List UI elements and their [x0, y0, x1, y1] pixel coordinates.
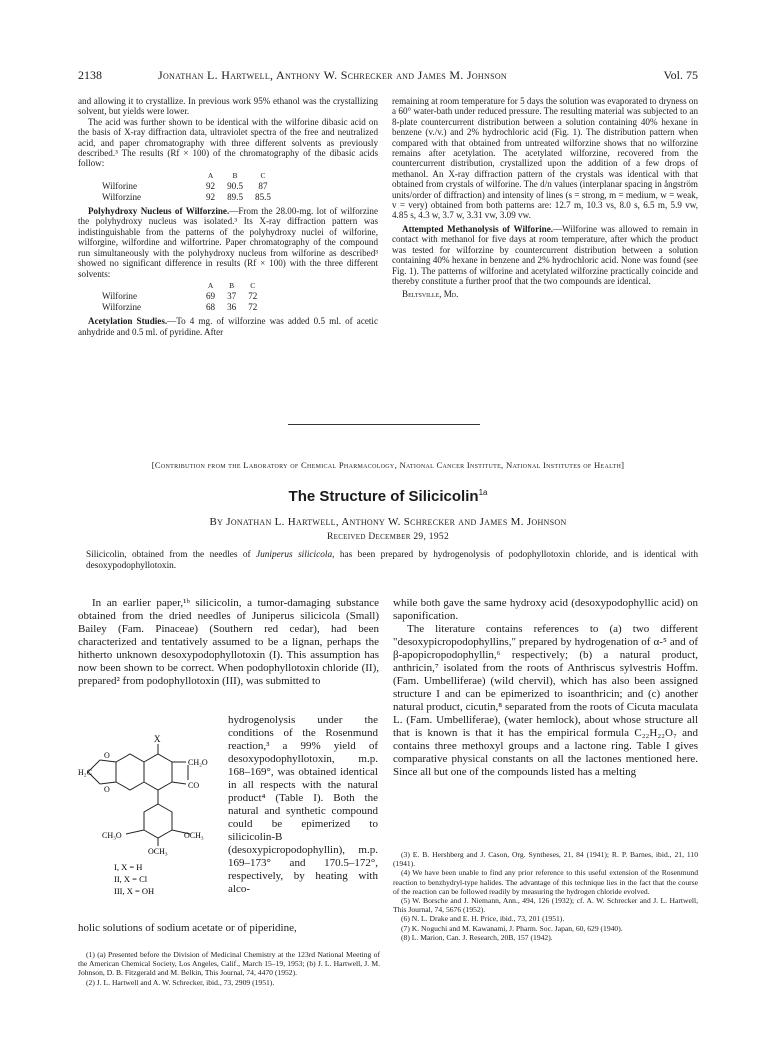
article-separator: [288, 424, 480, 425]
title-text: The Structure of Silicicolin: [288, 488, 479, 505]
compound-legend: III, X = OH: [114, 886, 155, 896]
table-header-cell: C: [250, 280, 256, 290]
paragraph: while both gave the same hydroxy acid (desoxypodophyllic acid) on saponification.: [393, 597, 698, 622]
table-cell: 87: [258, 181, 268, 192]
title-footnote-mark: 1a: [478, 488, 488, 497]
paragraph: In an earlier paper,¹ᵇ silicicolin, a tumor-damaging substance obtained from the dried needles of Juniperus silicicola (Small) Bailey (Fam. Pinaceae) (Southern red cedar), had been characterized and tentatively assumed to be a lignan, perhaps the hitherto unknown desoxypodophyllotoxin (I). This assumption has now been shown to be correct. When podophyllotoxin chloride (II), prepared² from podophyllotoxin (III), was submitted to: [78, 597, 379, 687]
body-left-column: [78, 597, 379, 688]
species-name: Juniperus silicicola: [256, 550, 333, 560]
paragraph: [78, 206, 378, 279]
table-cell: 89.5: [227, 191, 244, 202]
table-header-cell: B: [229, 280, 235, 290]
table-header-cell: A: [207, 280, 214, 290]
section-heading: Acetylation Studies.: [88, 316, 168, 327]
footnote: (3) E. B. Hershberg and J. Cason, Org. Syntheses, 21, 84 (1941); R. P. Barnes, ibid., 21, 110 (1941).: [393, 850, 698, 869]
received-date: Received December 29, 1952: [327, 532, 449, 542]
oxygen-label: O: [104, 785, 110, 794]
table-cell: 92: [206, 181, 216, 192]
table-header-cell: C: [260, 170, 266, 180]
methoxy-bottom-label: OCH₃: [148, 847, 168, 856]
page-number: 2138: [78, 68, 102, 82]
footnote: (7) K. Noguchi and M. Kawanami, J. Pharm. Soc. Japan, 60, 629 (1940).: [401, 923, 623, 933]
abstract-text: , has been prepared by hydrogenolysis of podophyllotoxin chloride, and is identical with desoxypodophyllotoxin.: [86, 550, 698, 571]
paragraph-text: —From the 28.00-mg. lot of wilforzine the polyhydroxy nucleus was isolated.³ Its X-ray diffraction pattern was indistinguishable from the patterns of the polyhydroxy nuclei of wilforine, wilforgine, wilfordine and wilfortrine. Paper chromatography of the compound run simultaneously with the polyhydroxy nucleus from wilforine as described³ showed no significant difference in results (Rf × 100) with the three different solvents:: [78, 206, 378, 279]
table-cell: Wilforine: [102, 291, 137, 302]
abstract: [86, 550, 698, 572]
volume-label: Vol. 75: [663, 68, 698, 82]
compound-legend: I, X = H: [114, 862, 143, 872]
paragraph-text: —Wilforine was allowed to remain in contact with methanol for five days at room temperature, after which the product was tested for wilforzine by countercurrent distribution between a solution containing 40% hexane in benzene and 2% hydrochloric acid. None was found (see Fig. 1). The patterns of wilforine and acetylated wilforzine practically coincide and thereby constitute a further proof that the two compounds are identical.: [392, 223, 698, 286]
x-substituent-label: X: [154, 734, 161, 744]
footnote: (1) (a) Presented before the Division of Medicinal Chemistry at the 123rd National Meeting of the American Chemical Society, Los Angeles, Calif., March 15–19, 1953; (b) J. L. Hartwell, J. M. Johnson, D. B. Fitzgerald and M. Belkin, This Journal, 74, 4470 (1952).: [78, 950, 380, 978]
oxygen-label: O: [104, 751, 110, 760]
table-cell: 92: [206, 191, 216, 202]
footnotes-right: [393, 850, 698, 942]
article-title: [78, 488, 698, 505]
footnote: (4) We have been unable to find any prior reference to this useful extension of the Rosenmund reaction to benzhydryl-type halides. The advantage of this technique lies in the fact that the course of the reaction can be followed readily by measuring the hydrogen chloride evolved.: [393, 868, 698, 896]
chemical-structure: [78, 734, 228, 922]
section-heading: Polyhydroxy Nucleus of Wilforzine.: [88, 206, 230, 217]
table-cell: 90.5: [227, 181, 244, 192]
footnote: (6) N. L. Drake and E. H. Price, ibid., 73, 201 (1951).: [401, 914, 565, 924]
table-cell: 68: [206, 301, 216, 312]
header-authors: Jonathan L. Hartwell, Anthony W. Schrecker and James M. Johnson: [158, 68, 507, 82]
table-cell: 69: [206, 291, 216, 302]
methoxy-right-label: OCH₃: [184, 831, 204, 840]
table-row: [102, 181, 283, 191]
footnote: (2) J. L. Hartwell and A. W. Schrecker, ibid., 73, 2909 (1951).: [86, 977, 275, 987]
table-cell: 37: [227, 291, 237, 302]
body-left-wrapped-text: hydrogenolysis under the conditions of the Rosenmund reaction,³ a 99% yield of desoxypodophyllotoxin, m.p. 168–169°, was obtained identical in all respects with the natural product⁴ (Table I). Both the natural and synthetic compound could be epimerized to silicicolin-B (desoxypicropodophyllin), m.p. 169–173° and 170.5–172°, respectively, by heating with alco-: [228, 714, 378, 895]
footnote: (5) W. Borsche and J. Niemann, Ann., 494, 126 (1932); cf. A. W. Schrecker and J. L. Hartwell, This Journal, 74, 5676 (1952).: [393, 896, 698, 915]
body-right-column: [393, 597, 698, 779]
footnotes-left: [78, 950, 380, 987]
ch2o-label: CH₂O: [188, 758, 208, 767]
abstract-text: Silicicolin, obtained from the needles of: [86, 550, 256, 560]
paragraph: The acid was further shown to be identical with the wilforine dibasic acid on the basis of X-ray diffraction data, ultraviolet spectra of the free and neutralized acid, and paper chromatography with three different solvents as previously described.³ The results (Rf × 100) of the chromatography of the dibasic acids follow:: [78, 116, 378, 169]
methoxy-left-label: CH₃O: [102, 831, 122, 840]
paragraph: and allowing it to crystallize. In previous work 95% ethanol was the crystallizing solvent, but yields were lower.: [78, 96, 378, 117]
paragraph: [78, 316, 378, 337]
table-header-cell: [102, 281, 206, 291]
rf-table-polyhydroxy-nuclei: [102, 281, 269, 312]
table-cell: 36: [227, 301, 237, 312]
table-cell: Wilforzine: [102, 191, 142, 202]
table-row: [102, 291, 269, 301]
contribution-line: [Contribution from the Laboratory of Chemical Pharmacology, National Cancer Institute, National Institutes of Health]: [151, 460, 625, 470]
table-cell: 72: [248, 291, 258, 302]
byline: By Jonathan L. Hartwell, Anthony W. Schrecker and James M. Johnson: [209, 516, 567, 528]
body-left-bottom-line: holic solutions of sodium acetate or of piperidine,: [78, 922, 297, 934]
carbonyl-label: CO: [188, 781, 200, 790]
section-heading: Attempted Methanolysis of Wilforine.: [402, 223, 553, 234]
rf-table-dibasic-acids: [102, 171, 283, 202]
compound-legend: II, X = Cl: [114, 874, 148, 884]
footnote: (8) L. Marion, Can. J. Research, 20B, 157 (1942).: [401, 932, 553, 942]
paragraph: The literature contains references to (a) two different "desoxypicropodophyllins," prepared by hydrogenation of α-⁵ and of β-apopicropodophyllin,⁶ respectively; (b) a natural product, anthricin,⁷ isolated from the roots of Anthriscus sylvestris Hoffm. (Fam. Umbelliferae) (wild chervil), which has also been assigned structure I and can be epimerized to isoanthricin; and (c) another natural product, cicutin,⁸ separated from the roots of Cicuta maculata L. (Fam. Umbelliferae), (water hemlock), about whose structure all that is known is that it has the empirical formula C₂₂H₂₂O₇ and contains three methoxyl groups and a lactone ring. Table I gives comparative physical constants on all the lactones mentioned here. Since all but one of the compounds listed has a melting: [393, 623, 698, 778]
prev-article-right-column: [392, 96, 698, 300]
table-row: [102, 302, 269, 312]
table-cell: 72: [248, 301, 258, 312]
table-cell: Wilforine: [102, 181, 137, 192]
table-row: [102, 192, 283, 202]
location-line: Beltsville, Md.: [402, 289, 459, 300]
paragraph: remaining at room temperature for 5 days the solution was evaporated to dryness on a 60° water-bath under reduced pressure. The resulting material was subjected to an 8-plate countercurrent distribution between a solution containing 40% hexane in benzene (v./v.) and 2% hydrochloric acid (Fig. 1). The distribution pattern when compared with that obtained from untreated wilforzine shows that no wilforzine remains after acetylation. The acetylated wilforzine, recovered from the countercurrent distribution, crystallized upon the addition of a few drops of methanol. An X-ray diffraction pattern of the crystals was identical with that obtained from crystals of wilforine. The d/n values (interplanar spacing in ångström units/order of diffraction) and intensity of lines (s = strong, m = medium, w = weak, v = very) obtained from both patterns are: 12.7 m, 10.3 vs, 8.0 s, 6.5 m, 5.9 vw, 4.85 s, 4.3 w, 3.7 w, 3.31 vw, 3.09 vw.: [392, 96, 698, 221]
paragraph: [392, 224, 698, 286]
table-cell: 85.5: [255, 191, 271, 202]
table-cell: Wilforzine: [102, 301, 142, 312]
prev-article-left-column: [78, 96, 378, 337]
table-header-cell: B: [232, 170, 238, 180]
h2c-label: H₂C: [78, 768, 92, 777]
table-header-cell: [102, 171, 206, 181]
table-header-cell: A: [207, 170, 214, 180]
paragraph-text: —To 4 mg. of wilforzine was added 0.5 ml. of acetic anhydride and 0.5 ml. of pyridine. After: [78, 316, 378, 337]
